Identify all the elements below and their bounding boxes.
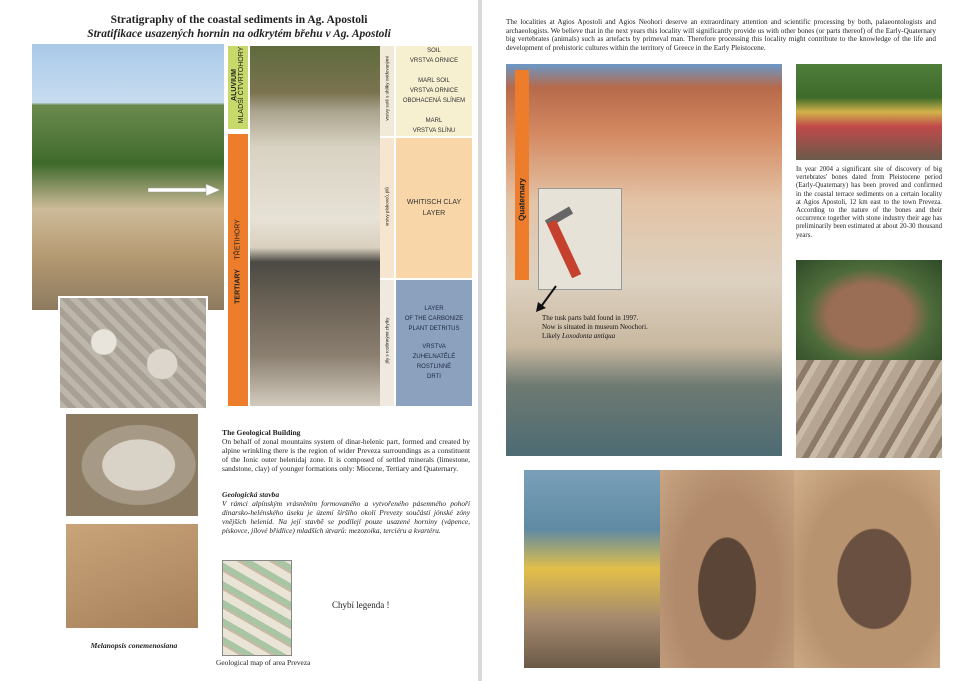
snails-caption: Melanopsis conemenosiana [90, 641, 178, 650]
geo-text-en: On behalf of zonal mountains system of dinar-helenic part, formed and created by alpine wrinkling there is the region of wider Preveza surroundings as a constituent of the Ionic outer helenidaj zone. It is composed of settled minerals (limestone, sandstone, clay) of younger formations only: Miocene, Tertiary and Quaternary. [222, 437, 470, 473]
bone-photo-2 [796, 360, 942, 458]
clay-box: WHITISCH CLAY LAYER [396, 138, 472, 278]
quaternary-label: Quaternary [517, 178, 527, 221]
strip-middle: vrstvy pískovců, jílů [380, 138, 394, 278]
arrow-down-left-icon [536, 284, 558, 312]
map-caption: Geological map of area Preveza [216, 658, 311, 667]
geo-heading-en: The Geological Building [222, 428, 301, 437]
tertiary-label: TERTIARY TŘETIHORY [234, 219, 242, 304]
arrow-right-icon [148, 184, 220, 196]
hammer-icon [539, 189, 621, 289]
tusk-closeup-photo-2 [794, 470, 940, 668]
geo-text-cz: V rámci alpínským vrásněním formovaného a vytvořeného pásemného pohoří dinarsko-helénského úseku je území širšího okolí Prevezy součástí jónské zóny vnějších helenid. Na její stavbě se podílejí pouze usazené horniny (vápence, pískovce, jílové břidlice) mladších útvarů: mezozoika, terciéru a kvartéru. [222, 499, 470, 535]
fossil-photo [66, 414, 198, 516]
bone-photo-1 [796, 260, 942, 360]
geo-heading-cz: Geologická stavba [222, 490, 280, 499]
men-tusk-photo [524, 470, 660, 668]
strip-upper: vrstvy sutě s uhlíky oxidovanými [380, 46, 394, 136]
coast-photo [32, 44, 224, 310]
shells-photo [58, 296, 208, 410]
page-title: Stratigraphy of the coastal sediments in Ag. Apostoli [110, 14, 368, 26]
snails-photo [66, 524, 198, 628]
hammer-inset [538, 188, 622, 290]
tusk-caption: The tusk parts bald found in 1997. Now is situated in museum Neochori. Likely Loxodonta antiqua [542, 314, 648, 340]
group-photo [796, 64, 942, 160]
discovery-text: In year 2004 a significant site of discovery of big vertebrates' bones dated from Pleistocene period (Early-Quaternary) has been proved and confirmed in the coastal terrace sediments on a certain locality at Agios Apostoli, 12 km east to the town Preveza. According to the nature of the bones and their occurrence together with stone industry their age has preliminarily been estimated at about 20-30 thousand years. [796, 166, 942, 239]
carbonize-box: LAYER OF THE CARBONIZE PLANT DETRITUS VRSTVA ZUHELNATĚLÉ ROSTLINNÉ DRTI [396, 280, 472, 406]
left-page [0, 0, 478, 681]
sediment-photo [250, 46, 380, 406]
intro-text: The localities at Agios Apostoli and Agios Neohori deserve an extraordinary attention and scientific processing by both, palaeontologists and archaeologists. We believe that in the next years this locality will significantly provide us with other bones (or parts thereof) of the Early-Quaternary big vertebrates (animals) such as artefacts by primeval man. Therefore processing this locality might contribute to the knowledge of the life and development of prehistoric cultures within the territory of Greece in the Early Pleistocene. [506, 18, 936, 52]
missing-legend-note: Chybí legenda ! [332, 600, 390, 610]
soil-box: SOIL VRSTVA ORNICE MARL SOIL VRSTVA ORNICE OBOHACENÁ SLÍNEM MARL VRSTVA SLÍNU [396, 46, 472, 136]
page-subtitle: Stratifikace usazených hornin na odkrytém břehu v Ag. Apostoli [87, 28, 391, 40]
geological-map [222, 560, 292, 656]
tusk-closeup-photo-1 [660, 470, 794, 668]
aluvium-label: ALUVIUM MLADŠÍ ČTVRTOHORY [231, 46, 245, 124]
strip-lower: jíly s rostlinnými zbytky [380, 280, 394, 406]
